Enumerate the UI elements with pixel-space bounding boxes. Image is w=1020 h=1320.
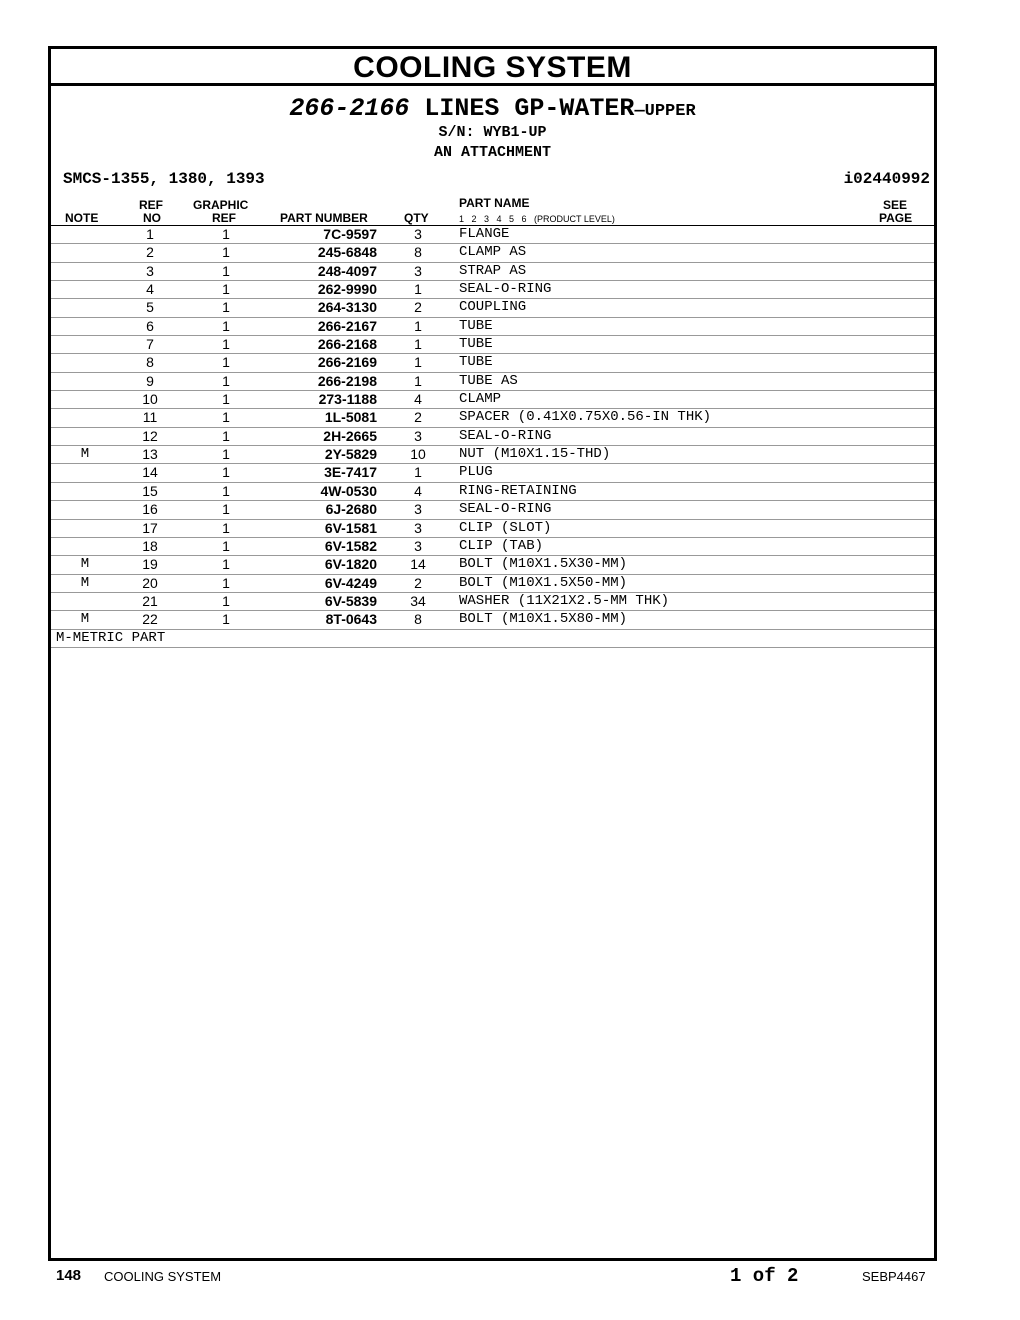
row-part-name: STRAP AS	[459, 262, 527, 279]
row-ref-no: 9	[146, 372, 154, 389]
header-part-number: PART NUMBER	[280, 211, 368, 225]
row-part-number: 248-4097	[317, 262, 377, 279]
row-part-number: 6V-1582	[324, 537, 377, 554]
table-row	[51, 428, 934, 446]
footer-section: COOLING SYSTEM	[104, 1269, 222, 1284]
row-part-name: TUBE	[459, 336, 493, 353]
row-part-name: SPACER (0.41X0.75X0.56-IN THK)	[459, 409, 712, 426]
row-qty: 34	[410, 592, 426, 609]
row-part-number: 4W-0530	[320, 482, 377, 499]
row-part-number: 262-9990	[317, 281, 377, 298]
row-graphic-ref: 1	[222, 299, 230, 316]
footer-page-number: 148	[56, 1267, 82, 1284]
row-graphic-ref: 1	[222, 281, 230, 298]
row-graphic-ref: 1	[222, 354, 230, 371]
row-part-name: FLANGE	[459, 226, 510, 242]
footer-doc-id: SEBP4467	[862, 1269, 926, 1284]
row-part-number: 273-1188	[318, 391, 377, 408]
row-part-name: SEAL-O-RING	[459, 501, 552, 518]
footer-page-of: 1 of 2	[730, 1265, 799, 1287]
row-ref-no: 12	[142, 427, 158, 444]
row-ref-no: 21	[142, 592, 158, 609]
row-graphic-ref: 1	[222, 336, 230, 353]
table-row	[51, 226, 934, 244]
row-note: M	[80, 556, 90, 573]
row-qty: 1	[414, 372, 422, 389]
header-see-page-2: PAGE	[879, 211, 913, 225]
row-graphic-ref: 1	[222, 372, 230, 389]
row-part-number: 6V-5839	[324, 592, 377, 609]
row-ref-no: 1	[146, 226, 154, 242]
row-qty: 1	[414, 336, 422, 353]
row-qty: 1	[414, 354, 422, 371]
header-note: NOTE	[65, 211, 99, 225]
row-part-name: BOLT (M10X1.5X80-MM)	[459, 611, 628, 628]
table-row	[51, 575, 934, 593]
row-qty: 3	[414, 226, 422, 242]
row-graphic-ref: 1	[222, 244, 230, 261]
row-ref-no: 13	[142, 446, 158, 463]
row-ref-no: 2	[146, 244, 154, 261]
row-part-number: 264-3130	[317, 299, 377, 316]
table-row	[51, 501, 934, 519]
table-row	[51, 520, 934, 538]
row-part-number: 266-2198	[317, 372, 377, 389]
row-qty: 3	[414, 537, 422, 554]
row-ref-no: 11	[142, 409, 158, 426]
row-part-name: CLIP (TAB)	[459, 537, 544, 554]
row-qty: 1	[414, 317, 422, 334]
table-row	[51, 464, 934, 482]
row-qty: 2	[414, 409, 422, 426]
group-name: LINES GP-WATER	[424, 94, 635, 123]
row-ref-no: 18	[142, 537, 158, 554]
row-graphic-ref: 1	[222, 537, 230, 554]
row-graphic-ref: 1	[222, 427, 230, 444]
row-graphic-ref: 1	[222, 317, 230, 334]
table-row	[51, 354, 934, 372]
row-part-number: 266-2168	[317, 336, 377, 353]
table-row	[51, 281, 934, 299]
row-graphic-ref: 1	[222, 464, 230, 481]
row-part-number: 245-6848	[317, 244, 377, 261]
table-row	[51, 336, 934, 354]
row-part-number: 7C-9597	[323, 226, 377, 242]
row-part-number: 266-2167	[317, 317, 377, 334]
row-part-name: TUBE	[459, 354, 493, 371]
smcs-codes: SMCS-1355, 1380, 1393	[63, 170, 265, 188]
group-name-suffix: —UPPER	[634, 102, 696, 121]
table-row	[51, 299, 934, 317]
row-qty: 3	[414, 501, 422, 518]
table-row	[51, 318, 934, 336]
row-ref-no: 3	[146, 262, 154, 279]
row-ref-no: 5	[146, 299, 154, 316]
row-part-number: 6J-2680	[325, 501, 377, 518]
row-ref-no: 19	[142, 556, 158, 573]
row-part-name: CLIP (SLOT)	[459, 519, 552, 536]
row-graphic-ref: 1	[222, 592, 230, 609]
row-part-number: 1L-5081	[324, 409, 377, 426]
header-part-name: PART NAME	[459, 196, 530, 210]
row-qty: 1	[414, 464, 422, 481]
table-row	[51, 263, 934, 281]
row-ref-no: 15	[142, 482, 158, 499]
table-row	[51, 483, 934, 501]
row-ref-no: 17	[142, 519, 158, 536]
row-qty: 3	[414, 427, 422, 444]
metric-footnote-row	[51, 630, 934, 648]
row-ref-no: 8	[146, 354, 154, 371]
row-ref-no: 6	[146, 317, 154, 334]
row-ref-no: 7	[146, 336, 154, 353]
table-row	[51, 538, 934, 556]
row-part-name: COUPLING	[459, 299, 527, 316]
header-see-page-1: SEE	[883, 198, 908, 212]
row-graphic-ref: 1	[222, 409, 230, 426]
row-part-name: BOLT (M10X1.5X50-MM)	[459, 574, 628, 591]
row-part-number: 6V-1820	[324, 556, 377, 573]
row-part-name: TUBE AS	[459, 372, 518, 389]
row-ref-no: 4	[146, 281, 154, 298]
row-qty: 4	[414, 391, 422, 408]
row-part-name: TUBE	[459, 317, 493, 334]
row-part-number: 6V-4249	[324, 574, 377, 591]
row-graphic-ref: 1	[222, 391, 230, 408]
row-graphic-ref: 1	[222, 262, 230, 279]
row-qty: 8	[414, 244, 422, 261]
illustration-id: i02440992	[843, 170, 930, 188]
row-part-name: WASHER (11X21X2.5-MM THK)	[459, 592, 670, 609]
table-row	[51, 556, 934, 574]
table-row	[51, 611, 934, 629]
row-part-number: 6V-1581	[324, 519, 377, 536]
row-graphic-ref: 1	[222, 556, 230, 573]
table-row	[51, 409, 934, 427]
header-ref-no-2: NO	[143, 211, 161, 225]
row-part-name: NUT (M10X1.15-THD)	[459, 446, 611, 463]
group-title	[51, 95, 934, 126]
table-row	[51, 446, 934, 464]
row-part-name: CLAMP AS	[459, 244, 527, 261]
row-qty: 2	[414, 299, 422, 316]
row-qty: 3	[414, 519, 422, 536]
serial-range: S/N: WYB1-UP	[438, 124, 547, 141]
row-graphic-ref: 1	[222, 574, 230, 591]
row-part-name: RING-RETAINING	[459, 482, 577, 499]
section-title: COOLING SYSTEM	[51, 49, 934, 86]
row-part-number: 8T-0643	[325, 611, 377, 628]
row-part-number: 2H-2665	[323, 427, 377, 444]
row-graphic-ref: 1	[222, 482, 230, 499]
row-ref-no: 10	[142, 391, 158, 408]
row-qty: 4	[414, 482, 422, 499]
table-row	[51, 244, 934, 262]
metric-footnote: M-METRIC PART	[56, 629, 166, 646]
row-part-name: SEAL-O-RING	[459, 427, 552, 444]
table-row	[51, 391, 934, 409]
row-part-number: 266-2169	[317, 354, 377, 371]
header-product-level: 1 2 3 4 5 6 (PRODUCT LEVEL)	[459, 214, 615, 224]
row-part-name: PLUG	[459, 464, 493, 481]
parts-table-body	[51, 226, 934, 648]
row-qty: 2	[414, 574, 422, 591]
row-part-name: BOLT (M10X1.5X30-MM)	[459, 556, 628, 573]
group-part-number: 266-2166	[289, 94, 410, 123]
row-graphic-ref: 1	[222, 446, 230, 463]
header-graphic-ref-2: REF	[212, 211, 236, 225]
row-qty: 3	[414, 262, 422, 279]
header-graphic-ref-1: GRAPHIC	[193, 198, 249, 212]
row-part-name: CLAMP	[459, 391, 502, 408]
row-graphic-ref: 1	[222, 611, 230, 628]
row-part-name: SEAL-O-RING	[459, 281, 552, 298]
parts-page-frame	[48, 46, 937, 1261]
row-graphic-ref: 1	[222, 501, 230, 518]
row-graphic-ref: 1	[222, 226, 230, 242]
row-part-number: 3E-7417	[324, 464, 377, 481]
table-header	[51, 193, 934, 226]
row-ref-no: 22	[142, 611, 158, 628]
row-note: M	[80, 446, 90, 463]
row-qty: 8	[414, 611, 422, 628]
row-qty: 14	[410, 556, 426, 573]
table-row	[51, 593, 934, 611]
attachment-label: AN ATTACHMENT	[433, 144, 552, 161]
table-row	[51, 373, 934, 391]
row-ref-no: 16	[142, 501, 158, 518]
row-note: M	[80, 574, 90, 591]
row-ref-no: 20	[142, 574, 158, 591]
row-graphic-ref: 1	[222, 519, 230, 536]
row-qty: 1	[414, 281, 422, 298]
row-ref-no: 14	[142, 464, 158, 481]
row-part-number: 2Y-5829	[324, 446, 377, 463]
row-qty: 10	[410, 446, 426, 463]
header-qty: QTY	[404, 211, 429, 225]
header-ref-no-1: REF	[139, 198, 163, 212]
row-note: M	[80, 611, 90, 628]
